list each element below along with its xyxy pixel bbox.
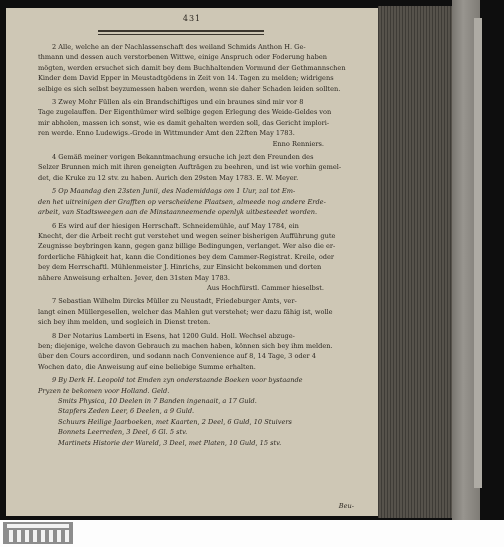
notice-line: 7 Sebastian Wilhelm Dircks Müller zu Neustadt, Friedeburger Amts, ver- (52, 297, 297, 306)
notice-line: 6 Es wird auf der hiesigen Herrschaft. Schneidemühle, auf May 1784, ein (52, 221, 299, 230)
notice (38, 221, 368, 294)
notice-line: Selzer Brunnen mich mit ihren geneigten Aufträgen zu beehren, und ist wie vorhin gemel- (38, 163, 342, 172)
notice (38, 97, 368, 149)
library-logo-pillar (65, 530, 69, 542)
notice-line: bey dem Herrschaftl. Mühlenmeister J. Hinrichs, zur Einsicht bekommen und dorten (38, 263, 322, 272)
page-number: 431 (182, 14, 202, 23)
book-page-block (378, 6, 452, 518)
header-rule-thick (98, 30, 264, 32)
notice-line: selbige es sich selbst beyzumessen haben werden, wenn sie daher Schaden leiden sollten. (38, 84, 341, 93)
notice-line: mögten, werden ersuchet sich damit bey dem Buchhaltenden Vormund der Gethmannschen (38, 63, 346, 72)
notice-signature: Enno Renniers. (272, 139, 324, 148)
library-logo-pillar (57, 530, 61, 542)
notice (38, 42, 368, 94)
notice-line: 4 Gemäß meiner vorigen Bekanntmachung ersuche ich jezt den Freunden des (52, 153, 314, 162)
book-list-item: Martinets Historie der Wareld, 3 Deel, met Platen, 10 Guld, 15 stv. (58, 438, 282, 447)
notice-line: arbeit, van Stadtsweegen aan de Minstaanneemende openlyk uitbesteedet worden. (38, 208, 318, 217)
notice (38, 375, 368, 448)
notice-line: Wochen dato, die Anweisung auf eine beliebige Summe erhalten. (38, 362, 256, 371)
notice-line: 9 By Derk H. Leopold tot Emden zyn onderstaande Boeken voor bystaande (52, 376, 303, 385)
notice-line: 3 Zwey Mohr Füllen als ein Brandschiftiges und ein braunes sind mir vor 8 (52, 98, 304, 107)
notice-signature: Aus Hochfürstl. Cammer hieselbst. (207, 283, 324, 292)
viewer-footer (0, 520, 504, 547)
book-list-item: Stapfers Zeden Leer, 6 Deelen, a 9 Guld. (58, 407, 195, 416)
notice-line: Pryzen te bekomen voor Holland. Geld. (38, 386, 170, 395)
notice-line: det, die Kruke zu 12 stv. zu haben. Aurich den 29sten May 1783. E. W. Meyer. (38, 173, 299, 182)
library-logo-roof (7, 524, 69, 528)
notice (38, 296, 368, 327)
notice-line: Zeugnisse beybringen kann, gegen ganz billige Bedingungen, verlanget. Wer also die er- (38, 242, 336, 251)
notice-line: 8 Der Notarius Lamberti in Esens, hat 1200 Guld. Holl. Wechsel abzuge- (52, 331, 295, 340)
library-logo-pillar (33, 530, 37, 542)
notice-line: thmann und dessen auch verstorbenen Wittwe, einige Anspruch oder Foderung haben (38, 53, 327, 62)
book-list-item: Schuurs Heilige Jaarboeken, met Kaarten, 2 Deel, 6 Guld, 10 Stuivers (58, 417, 292, 426)
notice-line: Kinder dem David Epper in Meustadtgödens in Zeit von 14. Tagen zu melden; widrigens (38, 74, 334, 83)
library-logo (3, 522, 73, 544)
book-cover-inner (474, 18, 482, 488)
book-list-item: Smits Physica, 10 Deelen in 7 Banden ingenaait, a 17 Guld. (58, 397, 257, 405)
catchword: Beu- (338, 502, 354, 510)
notice-line: Tage zugelauffen. Der Eigenthümer wird selbige gegen Erlegung des Weide-Geldes von (38, 108, 332, 117)
notice-line: sich bey ihm melden, und sogleich in Dienst treten. (38, 318, 211, 327)
notices-column (38, 42, 368, 451)
notice-line: 5 Op Maandag den 23sten Junii, des Nademiddags om 1 Uur, zal tot Em- (52, 187, 296, 196)
library-logo-pillar (49, 530, 53, 542)
notice-line: forderliche Fähigkeit hat, kann die Conditiones bey dem Cammer-Registrat. Kreile, oder (38, 252, 335, 261)
notice-line: 2 Alle, welche an der Nachlassenschaft des weiland Schmids Anthon H. Ge- (52, 43, 306, 51)
notice-line: ren werde. Enno Ludewigs.-Grode in Wittmunder Amt den 22ften May 1783. (38, 129, 295, 138)
notice-line: über den Cours accordiren, und sodann nach Convenience auf 8, 14 Tage, 3 oder 4 (38, 352, 316, 361)
notice-line: nähere Anweisung erhalten. Jever, den 31sten May 1783. (38, 273, 230, 282)
book-list-item: Bonnets Leerreden, 3 Deel, 6 Gl. 5 stv. (58, 428, 188, 437)
notice-line: Knecht, der die Arbeit recht gut verstehet und wegen seiner bisherigen Aufführung gute (38, 231, 336, 240)
book-list (38, 396, 368, 448)
library-logo-pillar (9, 530, 13, 542)
notice-line: ben; diejenige, welche davon Gebrauch zu machen haben, können sich bey ihm melden. (38, 341, 333, 350)
library-logo-pillar (17, 530, 21, 542)
library-logo-pillar (41, 530, 45, 542)
notice (38, 331, 368, 373)
notice-line: langt einen Müllergesellen, welcher das Mahlen gut verstehet; wer dazu fähig ist, wolle (38, 307, 333, 316)
notice (38, 186, 368, 217)
notice-line: mir abholen, massen ich sonst, wie es damit gehalten werden soll, das Gericht implori- (38, 118, 330, 127)
library-logo-pillar (25, 530, 29, 542)
notice (38, 152, 368, 183)
book-page (6, 8, 378, 516)
header-rule-thin (98, 34, 264, 35)
notice-line: den het uitreinigen der Grafften op verscheidene Plaatsen, almeede nog andere Erde- (38, 197, 326, 206)
